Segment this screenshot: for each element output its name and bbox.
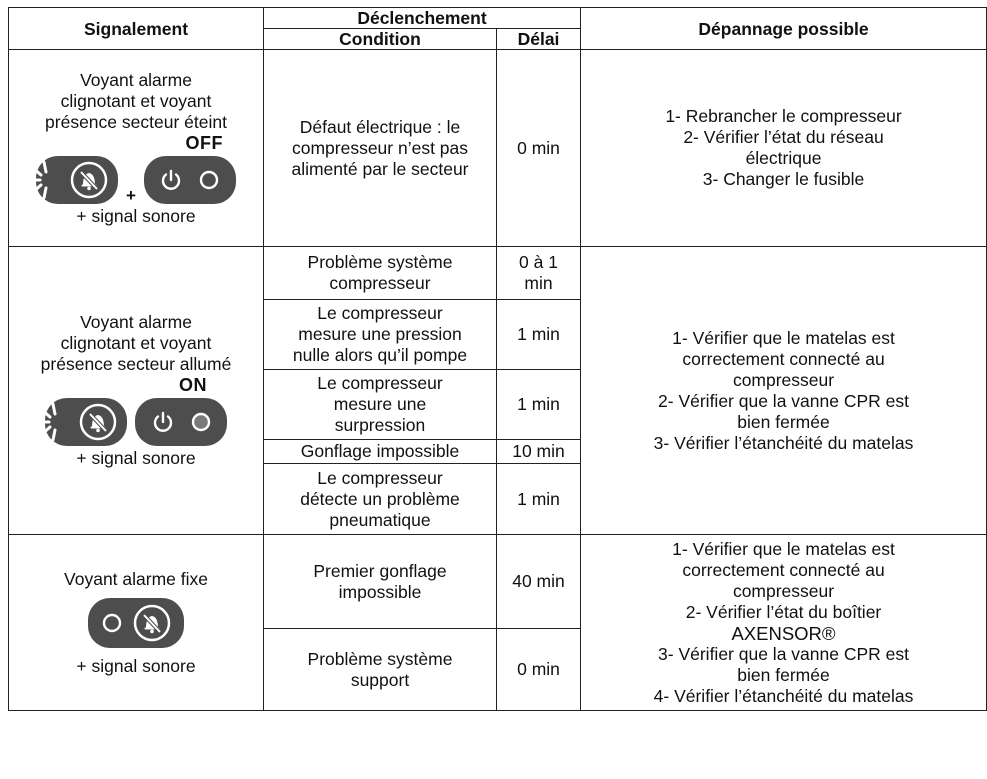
condition-line: impossible: [338, 581, 422, 602]
depannage-line: correctement connecté au: [682, 559, 885, 580]
power-indicator-off: [144, 156, 236, 204]
row3-delai-2: 0 min: [497, 629, 581, 711]
depannage-line: correctement connecté au: [682, 348, 885, 369]
condition-line: Défaut électrique : le: [299, 116, 461, 137]
row3-condition-1: [264, 535, 497, 629]
bell-muted-icon: [69, 160, 109, 200]
power-icon: [159, 168, 183, 192]
depannage-line: 3- Vérifier l’étanchéité du matelas: [653, 432, 914, 453]
row1-signal-line: présence secteur éteint: [45, 111, 227, 132]
blink-rays-icon: [24, 160, 58, 200]
row2-signal-line: Voyant alarme: [80, 312, 192, 332]
row2-depannage: [581, 247, 987, 535]
state-label-on: ON: [179, 375, 207, 395]
state-label-off: OFF: [185, 132, 223, 153]
row1-delai: 0 min: [497, 50, 581, 247]
row2-condition-1: [264, 247, 497, 300]
row3-signalement: [9, 535, 264, 711]
depannage-line: électrique: [745, 148, 822, 168]
depannage-line: 1- Rebrancher le compresseur: [665, 106, 902, 126]
led-off-icon: [198, 169, 220, 191]
row2-signalement: [9, 247, 264, 535]
header-delai: Délai: [497, 29, 581, 50]
row1-depannage: [581, 50, 987, 247]
row2-signal-line: clignotant et voyant: [60, 333, 212, 353]
row3-delai-1: 40 min: [497, 535, 581, 629]
row3-depannage: [581, 535, 987, 711]
power-indicator-on: [135, 398, 227, 446]
bell-muted-icon: [132, 603, 172, 643]
bell-muted-icon: [78, 402, 118, 442]
condition-line: Premier gonflage: [313, 560, 447, 581]
row3-indicator-group: [88, 598, 184, 648]
row2-condition-5: [264, 464, 497, 535]
row2-condition-3: [264, 370, 497, 440]
blink-rays-icon: [33, 402, 67, 442]
depannage-line: 3- Changer le fusible: [702, 169, 865, 189]
condition-line: compresseur: [329, 273, 431, 293]
condition-line: Le compresseur: [317, 303, 443, 323]
alarm-indicator-blinking: [45, 398, 127, 446]
depannage-line: compresseur: [732, 580, 835, 601]
power-icon: [151, 410, 175, 434]
alarm-table: [8, 7, 987, 711]
row1-condition: [264, 50, 497, 247]
delai-line: 0 à 1: [519, 252, 558, 272]
plus-sign: +: [126, 185, 136, 205]
depannage-line: 2- Vérifier que la vanne CPR est: [658, 390, 909, 411]
depannage-line: 1- Vérifier que le matelas est: [672, 327, 895, 348]
row2-sound: + signal sonore: [76, 448, 196, 468]
row2-delai-1: [497, 247, 581, 300]
condition-line: compresseur n’est pas: [291, 137, 469, 158]
delai-line: min: [524, 273, 553, 293]
depannage-line: AXENSOR®: [731, 622, 836, 644]
row2-delai-5: 1 min: [497, 464, 581, 535]
row2-signal-line: présence secteur allumé: [40, 354, 232, 374]
row2-condition-2: [264, 300, 497, 370]
row3-signal-line: Voyant alarme fixe: [64, 568, 208, 589]
header-signalement: Signalement: [9, 8, 264, 50]
header-condition: Condition: [264, 29, 497, 50]
depannage-line: 1- Vérifier que le matelas est: [672, 538, 895, 559]
led-on-icon: [190, 411, 212, 433]
row1-indicator-group: [36, 156, 236, 204]
condition-line: Problème système: [307, 252, 453, 272]
row2-delai-2: 1 min: [497, 300, 581, 370]
row2-indicator-group: [45, 398, 227, 446]
condition-line: surpression: [334, 415, 426, 435]
depannage-line: bien fermée: [737, 411, 830, 432]
depannage-line: 4- Vérifier l’étanchéité du matelas: [653, 685, 914, 706]
depannage-line: 2- Vérifier l’état du boîtier: [685, 601, 882, 622]
condition-line: Le compresseur: [317, 373, 443, 393]
condition-line: mesure une: [333, 394, 427, 414]
row2-delai-4: 10 min: [497, 440, 581, 464]
row1-signal-line: Voyant alarme: [80, 69, 192, 90]
condition-line: Problème système: [307, 648, 453, 669]
condition-line: alimenté par le secteur: [291, 158, 469, 179]
depannage-line: 2- Vérifier l’état du réseau: [683, 127, 884, 147]
row3-condition-2: [264, 629, 497, 711]
condition-line: mesure une pression: [298, 324, 462, 344]
depannage-line: bien fermée: [737, 664, 830, 685]
led-off-icon: [101, 612, 123, 634]
row1-sound: + signal sonore: [76, 205, 196, 226]
condition-line: nulle alors qu’il pompe: [292, 345, 468, 365]
row1-signalement: [9, 50, 264, 247]
condition-line: pneumatique: [329, 509, 431, 530]
header-declenchement: Déclenchement: [264, 8, 581, 29]
alarm-indicator-blinking: [36, 156, 118, 204]
alarm-indicator-fixed: [88, 598, 184, 648]
row1-signal-line: clignotant et voyant: [60, 90, 212, 111]
condition-line: support: [350, 669, 410, 690]
depannage-line: compresseur: [732, 369, 835, 390]
condition-line: Le compresseur: [317, 467, 443, 488]
depannage-line: 3- Vérifier que la vanne CPR est: [658, 643, 909, 664]
row2-delai-3: 1 min: [497, 370, 581, 440]
row2-condition-4: Gonflage impossible: [264, 440, 497, 464]
condition-line: détecte un problème: [300, 488, 460, 509]
row3-sound: + signal sonore: [76, 655, 196, 676]
header-depannage: Dépannage possible: [581, 8, 987, 50]
